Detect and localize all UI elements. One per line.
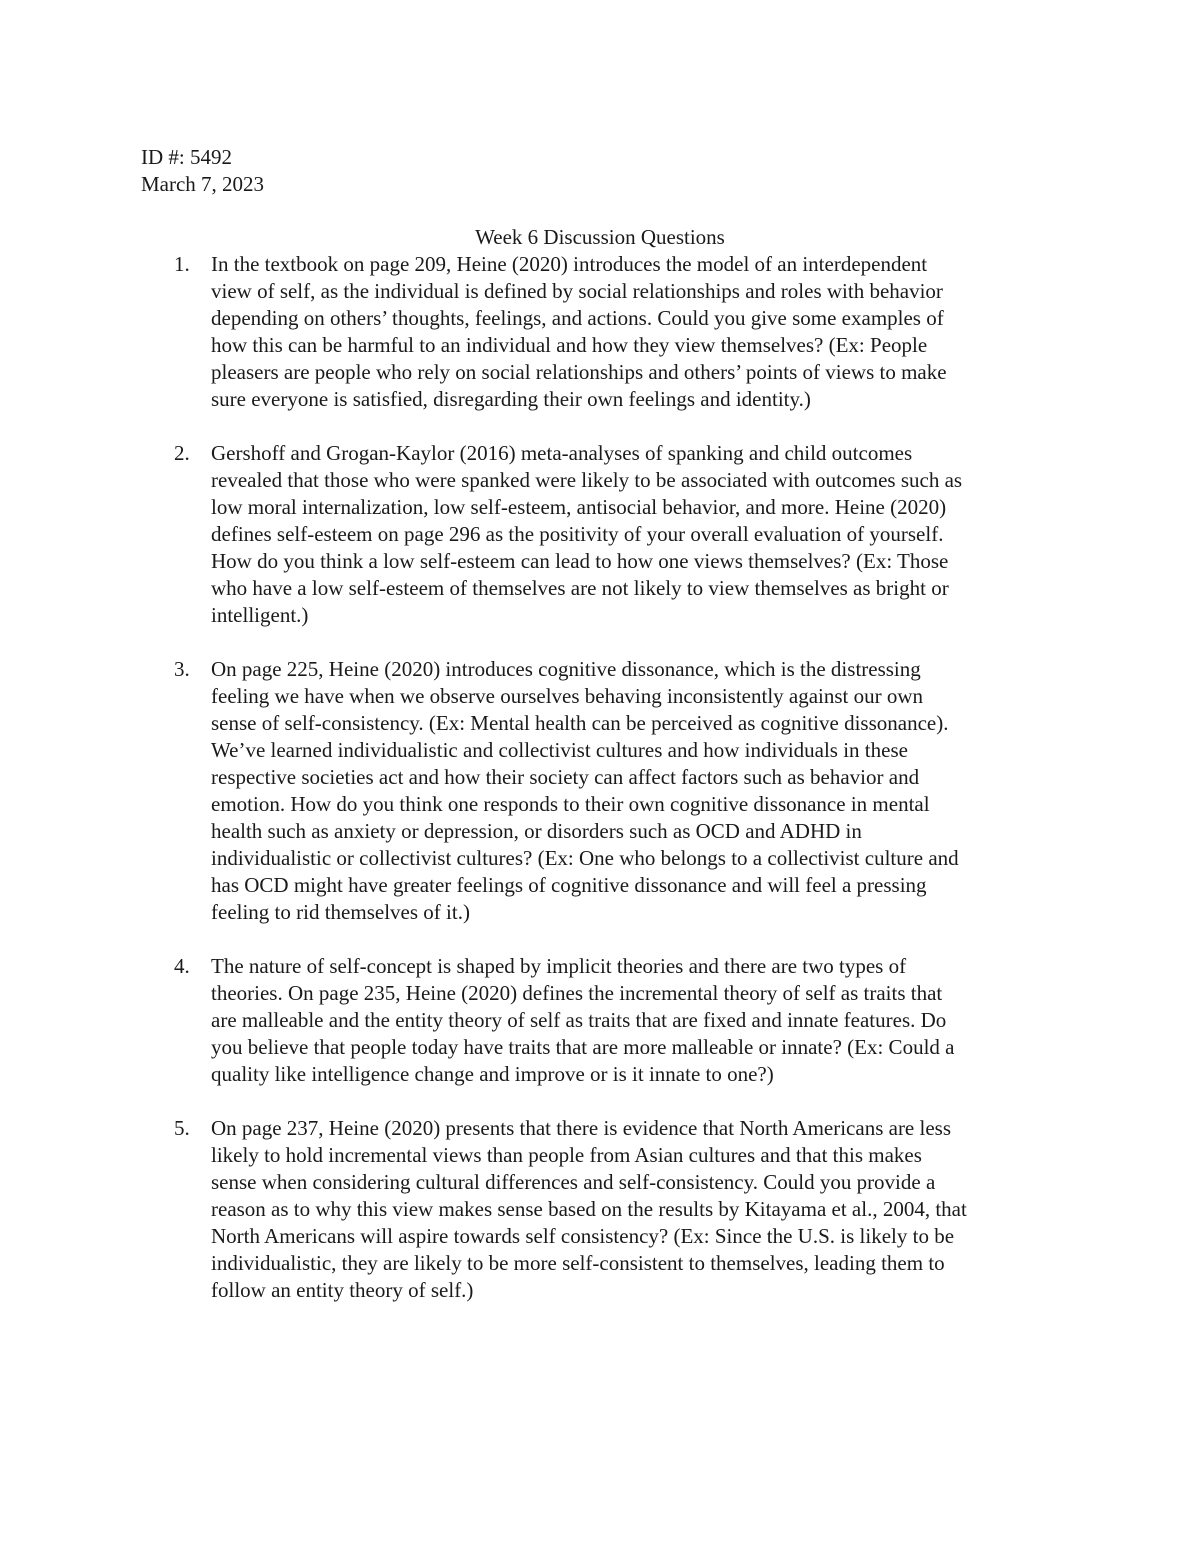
question-line: likely to hold incremental views than people from Asian cultures and that this makes [211, 1143, 922, 1167]
question-number: 1. [174, 252, 190, 276]
question-line: view of self, as the individual is defined by social relationships and roles with behavior [211, 279, 943, 303]
question-line: health such as anxiety or depression, or disorders such as OCD and ADHD in [211, 819, 862, 843]
question-line: intelligent.) [211, 603, 309, 627]
document-title: Week 6 Discussion Questions [475, 225, 725, 249]
question-line: Gershoff and Grogan-Kaylor (2016) meta-analyses of spanking and child outcomes [211, 441, 913, 465]
question-line: On page 225, Heine (2020) introduces cognitive dissonance, which is the distressing [211, 657, 921, 681]
question-text [211, 1115, 1071, 1304]
question-line: depending on others’ thoughts, feelings, and actions. Could you give some examples of [211, 306, 944, 330]
question-number: 5. [174, 1116, 190, 1140]
question-line: reason as to why this view makes sense based on the results by Kitayama et al., 2004, that [211, 1197, 967, 1221]
question-number: 2. [174, 441, 190, 465]
question-line: sure everyone is satisfied, disregarding their own feelings and identity.) [211, 387, 811, 411]
question-text [211, 440, 1071, 629]
question-line: who have a low self-esteem of themselves are not likely to view themselves as bright or [211, 576, 949, 600]
question-line: feeling we have when we observe ourselves behaving inconsistently against our own [211, 684, 924, 708]
question-text [211, 251, 1071, 413]
question-line: sense when considering cultural differences and self-consistency. Could you provide a [211, 1170, 936, 1194]
question-line: individualistic or collectivist cultures? (Ex: One who belongs to a collectivist culture and [211, 846, 959, 870]
question-line: low moral internalization, low self-esteem, antisocial behavior, and more. Heine (2020) [211, 495, 947, 519]
question-line: sense of self-consistency. (Ex: Mental health can be perceived as cognitive dissonance). [211, 711, 949, 735]
question-line: The nature of self-concept is shaped by implicit theories and there are two types of [211, 954, 907, 978]
question-line: how this can be harmful to an individual and how they view themselves? (Ex: People [211, 333, 928, 357]
question-line: defines self-esteem on page 296 as the positivity of your overall evaluation of yourself. [211, 522, 944, 546]
question-line: are malleable and the entity theory of self as traits that are fixed and innate features. Do [211, 1008, 947, 1032]
question-text [211, 656, 1071, 926]
question-line: revealed that those who were spanked were likely to be associated with outcomes such as [211, 468, 963, 492]
question-line: How do you think a low self-esteem can lead to how one views themselves? (Ex: Those [211, 549, 949, 573]
question-line: theories. On page 235, Heine (2020) defines the incremental theory of self as traits that [211, 981, 943, 1005]
question-line: In the textbook on page 209, Heine (2020) introduces the model of an interdependent [211, 252, 928, 276]
question-number: 3. [174, 657, 190, 681]
question-line: North Americans will aspire towards self consistency? (Ex: Since the U.S. is likely to be [211, 1224, 955, 1248]
question-line: quality like intelligence change and improve or is it innate to one?) [211, 1062, 774, 1086]
question-line: respective societies act and how their society can affect factors such as behavior and [211, 765, 920, 789]
question-line: On page 237, Heine (2020) presents that there is evidence that North Americans are less [211, 1116, 952, 1140]
question-number: 4. [174, 954, 190, 978]
question-line: you believe that people today have traits that are more malleable or innate? (Ex: Could a [211, 1035, 955, 1059]
question-text [211, 953, 1071, 1088]
question-line: feeling to rid themselves of it.) [211, 900, 470, 924]
question-line: has OCD might have greater feelings of cognitive dissonance and will feel a pressing [211, 873, 927, 897]
question-line: We’ve learned individualistic and collectivist cultures and how individuals in these [211, 738, 908, 762]
question-line: emotion. How do you think one responds to their own cognitive dissonance in mental [211, 792, 930, 816]
student-id: ID #: 5492 [141, 145, 232, 169]
question-line: individualistic, they are likely to be more self-consistent to themselves, leading them to [211, 1251, 945, 1275]
date-line: March 7, 2023 [141, 172, 265, 196]
question-line: pleasers are people who rely on social relationships and others’ points of views to make [211, 360, 947, 384]
question-line: follow an entity theory of self.) [211, 1278, 474, 1302]
